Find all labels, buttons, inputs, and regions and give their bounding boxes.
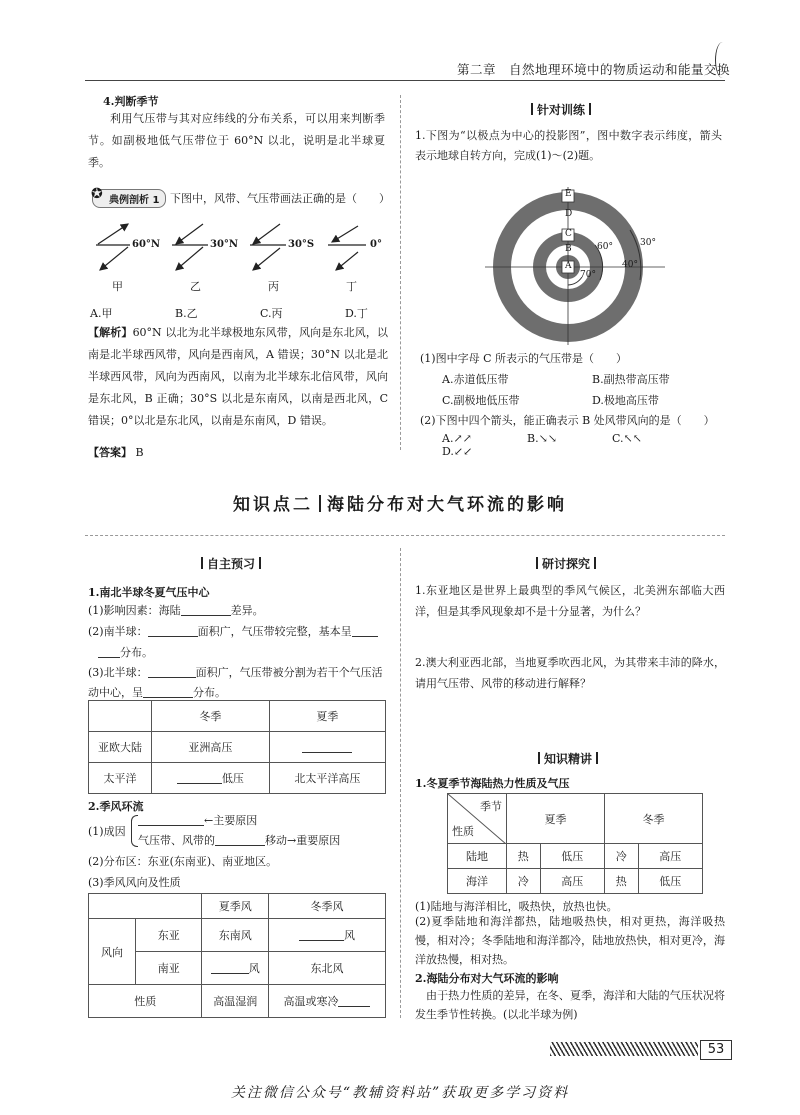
sub1-option-c[interactable]: C.副极地低压带 xyxy=(442,394,520,407)
diagram-name-bing: 丙 xyxy=(268,280,279,293)
diagram-lat-bing: 30°S xyxy=(288,239,315,250)
footer-note: 关注微信公众号“教辅资料站”获取更多学习资料 xyxy=(230,1085,570,1101)
analysis-text: 60°N 以北为北半球极地东风带，风向是东北风，以南是北半球西风带，风向是西南风，A 错误；30°N 以北是北半球西风带，风向为西南风，以南为北半球东北信风带，风向是东北风，B 正确；30°S 以北是东南风，以南是西北风，C 错误；0°以北是东北风，以南是东南风，D 错误。 xyxy=(88,326,388,427)
sub-question-1: (1)图中字母 C 所表示的气压带是（ ） xyxy=(420,352,627,365)
discussion-q2: 2.澳大利亚西北部，当地夏季吹西北风，为其带来丰沛的降水，请用气压带、风带的移动进行解释？ xyxy=(415,656,725,690)
lecture-heading-2: 2.海陆分布对大气环流的影响 xyxy=(415,972,559,985)
monsoon-table: 夏季风 冬季风 风向 东亚 东南风 风 南亚 风 东北风 性质 高温湿润 高温或寒冷 xyxy=(88,893,386,1018)
sub2-option-d[interactable]: D.↙↙ xyxy=(442,445,473,458)
diagram-ding xyxy=(328,226,366,270)
header-bracket xyxy=(715,42,730,78)
chapter-header: 第二章 自然地理环境中的物质运动和能量交换 xyxy=(456,62,730,77)
brace xyxy=(131,815,138,847)
monsoon-cause-1: ←主要原因 xyxy=(138,812,257,828)
section-discussion: 研讨探究 xyxy=(532,555,600,572)
diagram-name-yi: 乙 xyxy=(190,280,201,293)
section-targeted-practice: 针对训练 xyxy=(527,101,595,118)
answer-label: 【答案】 xyxy=(88,446,132,459)
judge-season-text: 利用气压带与其对应纬线的分布关系，可以用来判断季节。如副极地低气压带位于 60°N 以北，说明是北半球夏季。 xyxy=(88,112,385,169)
sub1-option-d[interactable]: D.极地高压带 xyxy=(592,394,659,407)
t1-head-winter: 冬季 xyxy=(152,701,270,732)
answer-value: B xyxy=(135,446,144,459)
diagram-bing xyxy=(250,224,286,270)
sub1-options xyxy=(442,371,742,387)
lecture-p2: (2)夏季陆地和海洋都热，陆地吸热快，相对更热，海洋吸热慢，相对冷；冬季陆地和海洋都冷，陆地放热快，相对更冷，海洋放热慢，相对热。 xyxy=(415,915,725,966)
fig-letter-d: D xyxy=(565,209,573,219)
analysis-label: 【解析】 xyxy=(88,326,133,339)
table-row: 陆地 热 低压 冷 高压 xyxy=(448,844,703,869)
monsoon-direction-heading: (3)季风风向及性质 xyxy=(88,876,181,889)
sub2-options xyxy=(442,432,762,458)
star-icon: ✪ xyxy=(91,186,103,202)
sub2-option-a[interactable]: A.↗↗ xyxy=(442,432,472,445)
sub1-option-a[interactable]: A.赤道低压带 xyxy=(442,373,509,386)
preview-heading-2: 2.季风环流 xyxy=(88,800,144,813)
sub2-option-b[interactable]: B.↘↘ xyxy=(527,432,558,445)
table-row: 性质 高温湿润 高温或寒冷 xyxy=(89,985,386,1018)
diagram-name-jia: 甲 xyxy=(112,280,123,293)
fig-lat-70: 70° xyxy=(580,270,596,280)
table-row: 南亚 风 东北风 xyxy=(89,952,386,985)
diagram-yi xyxy=(172,224,208,270)
preview-line-2b: 分布。 xyxy=(98,643,153,663)
fig-lat-60: 60° xyxy=(597,242,613,252)
preview-line-1: (1)影响因素：海陆 差异。 xyxy=(88,604,264,617)
preview-heading-1: 1.南北半球冬夏气压中心 xyxy=(88,586,210,599)
t1-head-summer: 夏季 xyxy=(269,701,385,732)
table-row: 亚欧大陆 亚洲高压 xyxy=(89,732,386,763)
answer-line xyxy=(88,444,144,460)
q1-stem: 1.下图为“以极点为中心的投影图”，图中数字表示纬度，箭头表示地球自转方向，完成(1)～(2)题。 xyxy=(415,129,722,162)
option-d[interactable]: D.丁 xyxy=(345,307,368,320)
analysis-block xyxy=(88,322,388,432)
table-row: 海洋 冷 高压 热 低压 xyxy=(448,869,703,894)
table-row: 太平洋 低压 北太平洋高压 xyxy=(89,763,386,794)
lecture-p1: (1)陆地与海洋相比，吸热快，放热也快。 xyxy=(415,900,618,913)
kp-divider xyxy=(85,535,725,536)
diagram-lat-jia: 60°N xyxy=(132,239,161,250)
diagram-name-ding: 丁 xyxy=(346,280,357,293)
monsoon-cause-2: 气压带、风带的 移动→重要原因 xyxy=(138,834,341,847)
option-c[interactable]: C.丙 xyxy=(260,307,283,320)
page-number: 53 xyxy=(700,1040,732,1060)
section-self-preview: 自主预习 xyxy=(197,555,265,572)
section-knowledge-lecture: 知识精讲 xyxy=(534,750,602,767)
column-divider-bottom xyxy=(400,548,401,1018)
diagram-lat-ding: 0° xyxy=(370,239,382,250)
knowledge-point-title: 知识点二 海陆分布对大气环流的影响 xyxy=(233,495,567,515)
sub1-options-2 xyxy=(442,392,742,408)
example-question: 下图中，风带、气压带画法正确的是（ ） xyxy=(170,192,390,205)
fig-letter-a: A xyxy=(565,261,572,271)
diagram-jia xyxy=(96,224,130,270)
fig-letter-e: E xyxy=(565,189,572,199)
sub-question-2: (2)下图中四个箭头，能正确表示 B 处风带风向的是（ ） xyxy=(420,414,715,427)
diagram-lat-yi: 30°N xyxy=(210,239,239,250)
lecture-heading-1: 1.冬夏季节海陆热力性质及气压 xyxy=(415,777,570,790)
sub1-option-b[interactable]: B.副热带高压带 xyxy=(592,373,670,386)
page-number-decoration xyxy=(550,1042,698,1056)
example-options xyxy=(90,305,430,321)
fig-letter-b: B xyxy=(565,244,572,254)
fig-lat-40: 40° xyxy=(622,260,638,270)
fig-lat-30: 30° xyxy=(640,238,656,248)
lecture-p3: 由于热力性质的差异，在冬、夏季，海洋和大陆的气压状况将发生季节性转换。(以北半球为例) xyxy=(415,989,725,1021)
pressure-center-table xyxy=(88,700,386,794)
polar-projection-figure xyxy=(480,185,680,345)
table-row: 风向 东亚 东南风 风 xyxy=(89,919,386,952)
monsoon-distribution: (2)分布区：东亚(东南亚)、南亚地区。 xyxy=(88,855,278,868)
land-sea-table: 季节 性质 夏季 冬季 陆地 热 低压 冷 高压 海洋 冷 高压 热 低压 xyxy=(447,793,703,894)
example-tag: ✪ 典例剖析 1 xyxy=(92,189,166,208)
preview-line-2: (2)南半球： 面积广，气压带较完整，基本呈 xyxy=(88,622,378,642)
fig-letter-c: C xyxy=(565,229,572,239)
monsoon-cause-label: (1)成因 xyxy=(88,825,126,838)
column-divider-top xyxy=(400,95,401,450)
preview-line-3: (3)北半球： 面积广，气压带被分割为若干个气压活动中心，呈 分布。 xyxy=(88,666,383,699)
header-rule xyxy=(85,80,725,81)
sub2-option-c[interactable]: C.↖↖ xyxy=(612,432,642,445)
option-b[interactable]: B.乙 xyxy=(175,307,198,320)
judge-season-heading: 4.判断季节 xyxy=(103,95,159,108)
discussion-q1: 1.东亚地区是世界上最典型的季风气候区，北美洲东部临大西洋，但是其季风现象却不是十分显著，为什么？ xyxy=(415,584,725,618)
option-a[interactable]: A.甲 xyxy=(90,307,113,320)
